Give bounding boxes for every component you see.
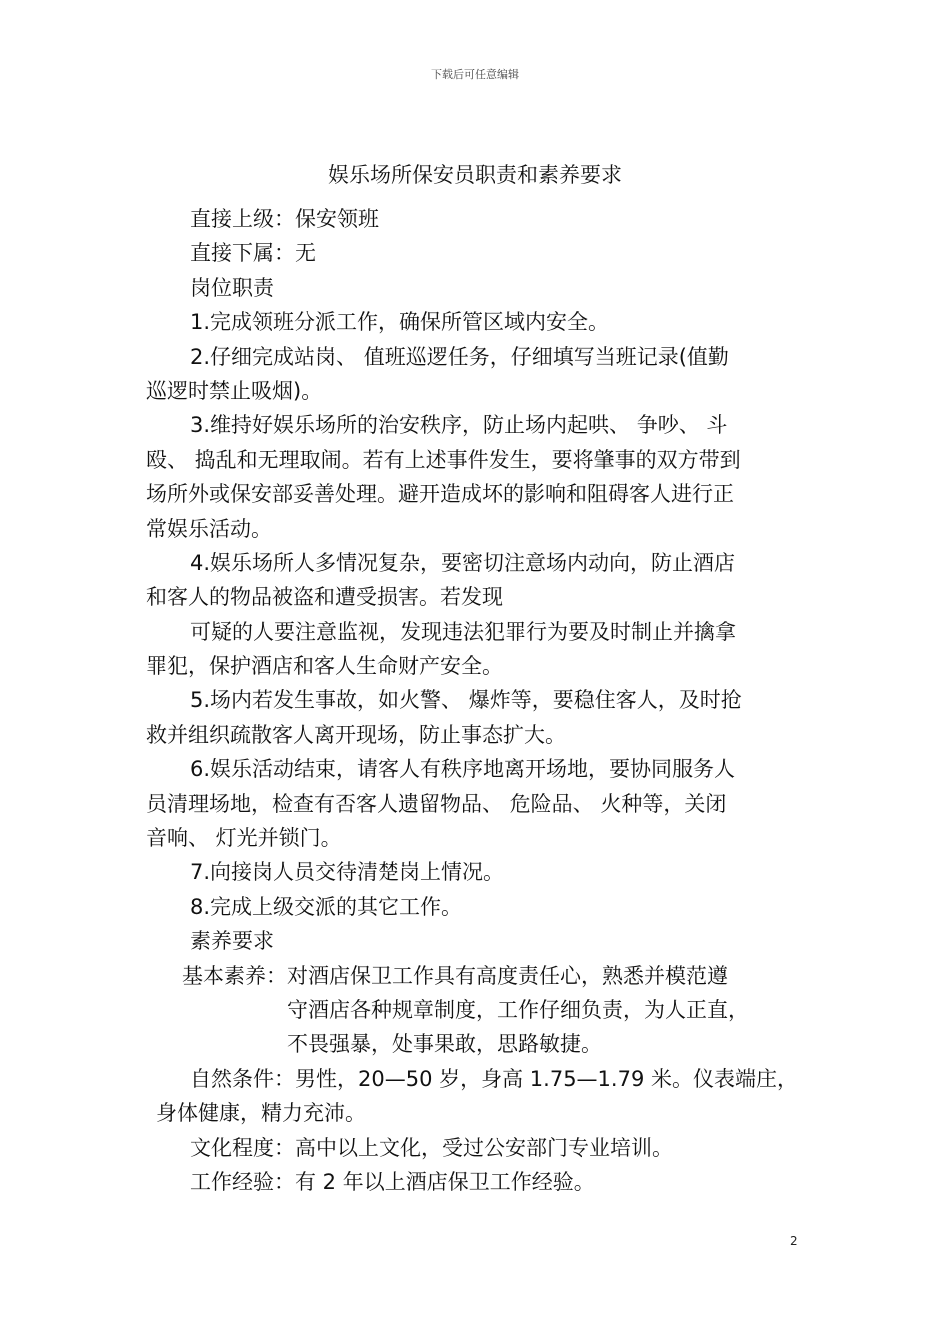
basic-quality-line-2: 守酒店各种规章制度，工作仔细负责，为人正直， [287,997,749,1022]
duty-5-line-1: 5.场内若发生事故，如火警、 爆炸等，要稳住客人，及时抢 [190,688,742,713]
duty-6-line-2: 员清理场地，检查有否客人遗留物品、 危险品、 火种等，关闭 [146,791,727,816]
duty-6-line-1: 6.娱乐活动结束，请客人有秩序地离开场地，要协同服务人 [190,757,736,782]
duty-3-line-4: 常娱乐活动。 [146,516,272,541]
basic-quality-label: 基本素养： [182,963,287,988]
direct-superior: 直接上级：保安领班 [190,207,379,231]
direct-subordinate: 直接下属：无 [190,241,316,266]
education-requirement: 文化程度：高中以上文化，受过公安部门专业培训。 [190,1135,673,1160]
document-body [146,202,814,1199]
duty-4-line-3: 可疑的人要注意监视，发现违法犯罪行为要及时制止并擒拿 [190,619,736,644]
section-heading-quality: 素养要求 [190,929,274,954]
duty-4-line-2: 和客人的物品被盗和遭受损害。若发现 [146,585,503,610]
basic-quality-line-3: 不畏强暴，处事果敢，思路敏捷。 [287,1032,602,1057]
document-title: 娱乐场所保安员职责和素养要求 [328,163,622,187]
duty-8: 8.完成上级交派的其它工作。 [190,894,463,919]
basic-quality-block [146,959,814,1062]
natural-conditions-line-1: 自然条件：男性，20—50 岁，身高 1.75—1.79 米。仪表端庄， [190,1066,798,1091]
duty-7: 7.向接岗人员交待清楚岗上情况。 [190,860,505,885]
section-heading-duties: 岗位职责 [190,275,274,300]
duty-3-line-2: 殴、 捣乱和无理取闹。若有上述事件发生，要将肇事的双方带到 [146,447,741,472]
experience-requirement: 工作经验：有 2 年以上酒店保卫工作经验。 [190,1169,595,1194]
basic-quality-text [287,959,814,1062]
duty-4-line-4: 罪犯，保护酒店和客人生命财产安全。 [146,654,503,679]
duty-2-line-1: 2.仔细完成站岗、 值班巡逻任务，仔细填写当班记录(值勤 [190,344,729,369]
basic-quality-line-1: 对酒店保卫工作具有高度责任心，熟悉并模范遵 [287,963,728,988]
duty-1: 1.完成领班分派工作，确保所管区域内安全。 [190,310,610,335]
page-number: 2 [790,1234,798,1248]
natural-conditions-line-2: 身体健康，精力充沛。 [156,1101,366,1126]
duty-4-line-1: 4.娱乐场所人多情况复杂，要密切注意场内动向，防止酒店 [190,550,736,575]
duty-3-line-3: 场所外或保安部妥善处理。避开造成坏的影响和阻碍客人进行正 [146,482,734,507]
duty-5-line-2: 救并组织疏散客人离开现场，防止事态扩大。 [146,722,566,747]
duty-6-line-3: 音响、 灯光并锁门。 [146,826,342,851]
duty-3-line-1: 3.维持好娱乐场所的治安秩序，防止场内起哄、 争吵、 斗 [190,413,728,438]
page-header: 下载后可任意编辑 [431,68,519,81]
duty-2-line-2: 巡逻时禁止吸烟)。 [146,378,323,403]
